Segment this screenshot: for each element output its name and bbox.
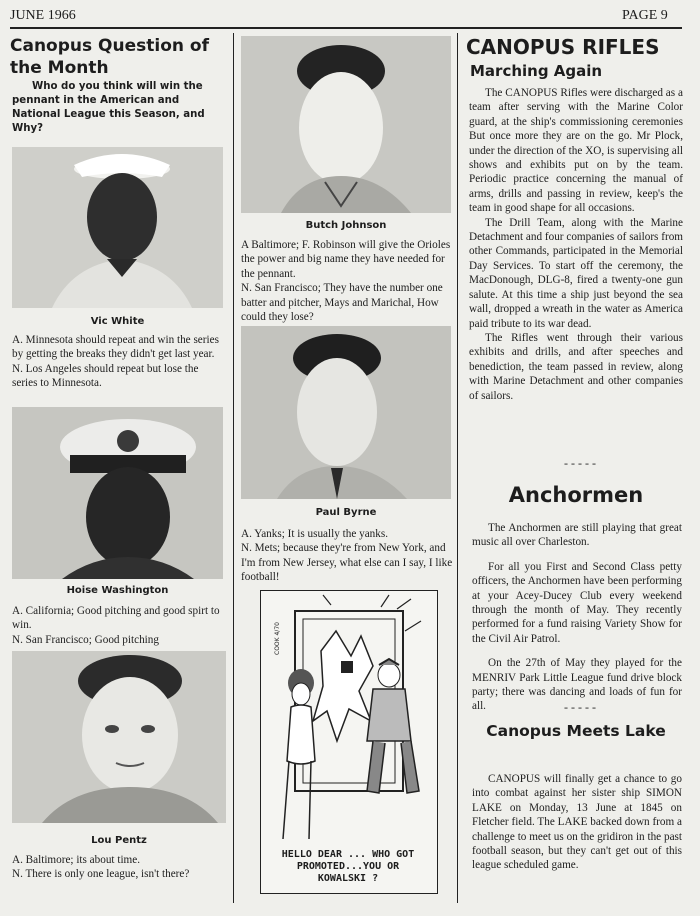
answer-hoise-washington: A. California; Good pitching and good spirt to win. N. San Francisco; Good pitching bbox=[12, 605, 220, 646]
photo-vic-white bbox=[12, 147, 223, 308]
photo-lou-pentz bbox=[12, 651, 226, 823]
caption-paul-byrne: Paul Byrne bbox=[315, 507, 377, 518]
portrait-vic-white bbox=[12, 147, 223, 308]
portrait-lou-pentz bbox=[12, 651, 226, 823]
photo-butch-johnson bbox=[241, 36, 451, 213]
photo-hoise-washington bbox=[12, 407, 223, 579]
issue-date: JUNE 1966 bbox=[10, 8, 76, 23]
anchormen-paragraph-1: The Anchormen are still playing that great music all over Charleston. bbox=[472, 522, 682, 549]
answer-butch-johnson: A Baltimore; F. Robinson will give the Orioles the power and big name they have needed for the pennant. N. San Francisco; They have the number one batter and pitcher, Mays and Marichal, How could they lose? bbox=[241, 239, 451, 324]
portrait-paul-byrne bbox=[241, 326, 451, 499]
caption-butch-johnson: Butch Johnson bbox=[305, 220, 387, 231]
cartoon-signature: COOK 4/70 bbox=[274, 622, 281, 655]
rifles-paragraph-2: The Drill Team, along with the Marine Detachment and four companies of sailors from other Commands, participated in the Memorial Day Services. To start off the ceremony, the MacDonough, DLG-8, fired a twenty-one gun salute. At this time a ship just beyond the sea wall, dropped a wreath in the water as America paid tribute to its war dead. bbox=[469, 216, 683, 330]
question-title: Canopus Question of the Month bbox=[10, 36, 209, 78]
rifles-subtitle: Marching Again bbox=[470, 62, 603, 80]
rifles-paragraph-1: The CANOPUS Rifles were discharged as a team after serving with the Marine Color guard, at the ship's commissioning ceremonies But once more they are on the go. Mr Plock, under the direction of the XO, is supervising all shows and exhibits put on by the team. Periodic practice concerning the manual of arms, drills and passing in review, keep's the team in good shape for all occasions. bbox=[469, 87, 683, 215]
divider-2: - - - - - bbox=[564, 700, 596, 714]
question-prompt: Who do you think will win the pennant in the American and National League this Season, and Why? bbox=[12, 81, 205, 134]
divider-1: - - - - - bbox=[564, 456, 596, 470]
answer-paul-byrne: A. Yanks; It is usually the yanks. N. Mets; because they're from New York, and I'm from New Jersey, what else can I say, I like football! bbox=[241, 528, 453, 584]
header-rule bbox=[10, 27, 682, 29]
cartoon-caption: HELLO DEAR ... WHO GOT PROMOTED...YOU OR KOWALSKI ? bbox=[281, 849, 415, 884]
answer-vic-white: A. Minnesota should repeat and win the series by getting the breaks they didn't get last year. N. Los Angeles should repeat but lose the series to Minnesota. bbox=[12, 334, 219, 390]
anchormen-title: Anchormen bbox=[508, 483, 644, 507]
portrait-butch-johnson bbox=[241, 36, 451, 213]
anchormen-paragraph-2: For all you First and Second Class petty officers, the Anchormen have been performing at your Acey-Ducey Club every weekend through the month of May. They recently performed for a fund raising Variety Show for the Civil Air Patrol. bbox=[472, 560, 682, 645]
caption-lou-pentz: Lou Pentz bbox=[91, 835, 147, 846]
cartoon-frame bbox=[260, 590, 438, 894]
page-number: PAGE 9 bbox=[622, 8, 668, 23]
caption-vic-white: Vic White bbox=[90, 316, 145, 327]
lake-body bbox=[472, 772, 682, 873]
portrait-hoise-washington bbox=[12, 407, 223, 579]
caption-hoise-washington: Hoise Washington bbox=[66, 585, 169, 596]
cartoon-drawing bbox=[261, 591, 437, 893]
rifles-paragraph-3: The Rifles went through their various exhibits and drills, and after speeches and benediction, the team passed in review, along with Marine Detachment and other companies of sailors. bbox=[469, 331, 683, 402]
photo-paul-byrne bbox=[241, 326, 451, 499]
lake-paragraph-1: CANOPUS will finally get a chance to go into combat against her sister ship SIMON LAKE on Monday, 13 June at 1845 on Fletcher field. The LAKE backed down from a challenge to meet us on the gridiron in the past football season, but they can't get out of this league scheduled game. bbox=[472, 773, 682, 872]
anchormen-body bbox=[472, 521, 682, 714]
rifles-body bbox=[469, 86, 683, 403]
anchormen-paragraph-3: On the 27th of May they played for the MENRIV Park Little League fund drive block party; there was dancing and loads of fun for all. bbox=[472, 657, 682, 713]
lake-title: Canopus Meets Lake bbox=[486, 722, 666, 740]
column-divider-left bbox=[233, 33, 234, 903]
answer-lou-pentz: A. Baltimore; its about time. N. There is only one league, isn't there? bbox=[12, 854, 190, 881]
rifles-title: CANOPUS RIFLES bbox=[466, 35, 660, 59]
column-divider-right bbox=[457, 33, 458, 903]
